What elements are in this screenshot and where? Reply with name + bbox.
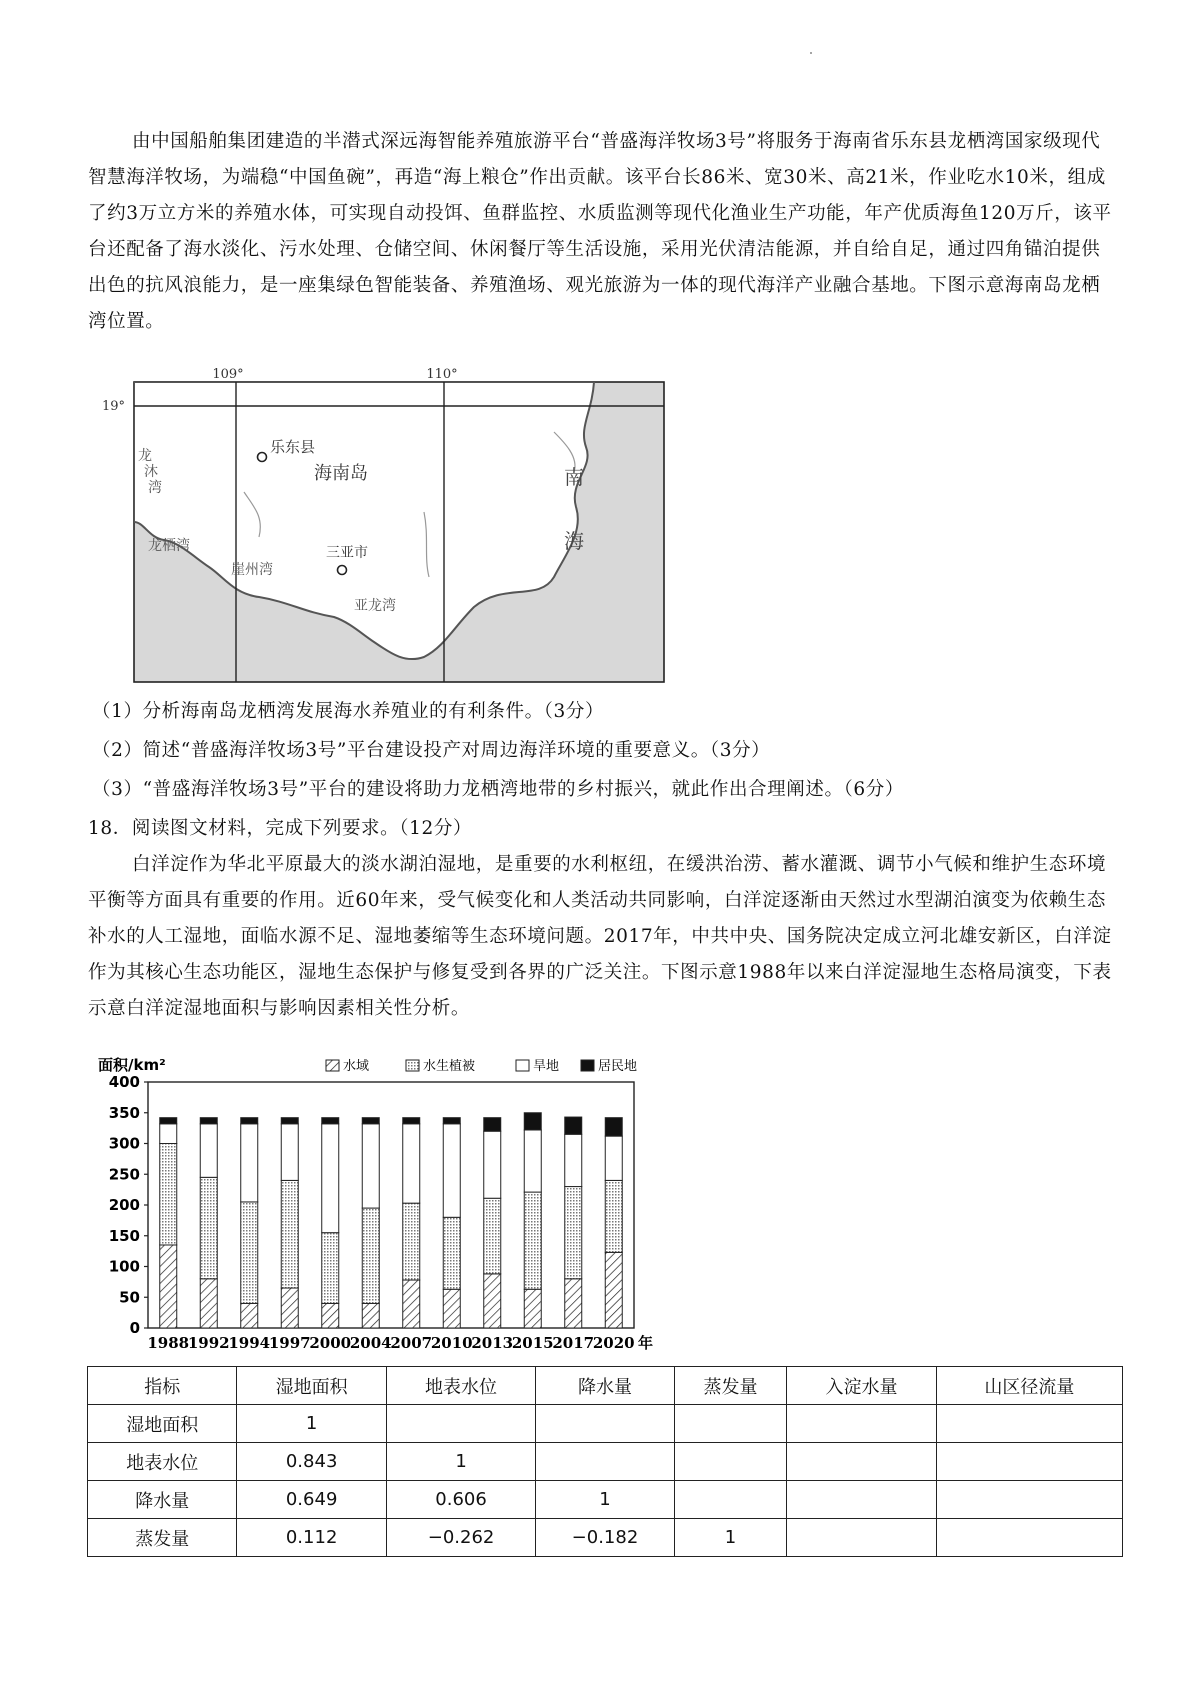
yalong-label: 亚龙湾 <box>354 598 396 614</box>
table-cell: 1 <box>237 1405 386 1443</box>
bar-segment-水生植被-2007 <box>403 1203 420 1280</box>
bar-segment-居民地-2000 <box>322 1118 339 1124</box>
bar-segment-居民地-2020 <box>605 1118 622 1136</box>
bar-segment-居民地-2013 <box>484 1118 501 1132</box>
sea-label-2: 海 <box>564 529 584 553</box>
table-cell <box>936 1481 1122 1519</box>
bar-segment-旱地-1997 <box>281 1124 298 1181</box>
x-tick-label: 2004 <box>349 1334 392 1352</box>
bar-segment-水生植被-2000 <box>322 1233 339 1304</box>
table-header: 降水量 <box>536 1367 674 1405</box>
bar-segment-旱地-2000 <box>322 1124 339 1233</box>
x-tick-label: 2017 <box>552 1334 595 1352</box>
x-tick-label: 1988 <box>147 1334 190 1352</box>
table-cell <box>936 1443 1122 1481</box>
y-tick-label: 250 <box>108 1165 140 1184</box>
legend-swatch <box>516 1060 529 1071</box>
bar-segment-水生植被-1997 <box>281 1180 298 1288</box>
x-tick-label: 2000 <box>309 1334 352 1352</box>
x-tick-label: 1994 <box>228 1334 271 1352</box>
table-cell <box>787 1443 936 1481</box>
table-cell <box>787 1481 936 1519</box>
legend-swatch <box>581 1060 594 1071</box>
bar-segment-水域-1994 <box>241 1303 258 1328</box>
bar-segment-水域-2007 <box>403 1280 420 1328</box>
bar-segment-水生植被-2017 <box>565 1187 582 1279</box>
table-cell <box>386 1405 535 1443</box>
legend-swatch <box>326 1060 339 1071</box>
bar-segment-旱地-1994 <box>241 1124 258 1202</box>
y-tick-label: 200 <box>108 1196 140 1214</box>
y-tick-label: 400 <box>108 1073 140 1091</box>
table-row <box>88 1443 1123 1481</box>
table-cell: 0.843 <box>237 1443 386 1481</box>
table-header-row <box>88 1367 1123 1405</box>
table-header: 湿地面积 <box>237 1367 386 1405</box>
table-header: 山区径流量 <box>936 1367 1122 1405</box>
x-tick-label: 2010 <box>430 1334 473 1352</box>
table-cell: 0.112 <box>237 1519 386 1557</box>
legend-label: 旱地 <box>533 1059 560 1074</box>
y-tick-label: 100 <box>108 1257 140 1276</box>
x-tick-label: 2015 <box>511 1334 554 1352</box>
bar-segment-水域-2004 <box>362 1303 379 1328</box>
chart-ylabel: 面积/km² <box>98 1056 166 1074</box>
bar-segment-水域-2015 <box>524 1289 541 1328</box>
island-label: 海南岛 <box>314 463 368 484</box>
table-header: 指标 <box>88 1367 237 1405</box>
table-row <box>88 1481 1123 1519</box>
table-cell: −0.182 <box>536 1519 674 1557</box>
y-tick-label: 0 <box>129 1319 140 1337</box>
bar-segment-水域-1992 <box>200 1279 217 1328</box>
ledong-marker <box>258 453 267 462</box>
bar-segment-水生植被-1994 <box>241 1202 258 1303</box>
bar-segment-水生植被-2020 <box>605 1180 622 1252</box>
bar-segment-居民地-1988 <box>160 1118 177 1124</box>
question-18: 18．阅读图文材料，完成下列要求。（12分） <box>88 818 473 839</box>
bar-segment-旱地-2020 <box>605 1136 622 1180</box>
bar-segment-水生植被-1988 <box>160 1144 177 1245</box>
question-1: （1）分析海南岛龙栖湾发展海水养殖业的有利条件。（3分） <box>92 701 605 722</box>
bar-segment-旱地-2015 <box>524 1130 541 1192</box>
table-cell: 1 <box>536 1481 674 1519</box>
longmo-label-3: 湾 <box>148 480 162 496</box>
table-cell <box>536 1405 674 1443</box>
bar-segment-水生植被-2015 <box>524 1192 541 1289</box>
table-cell <box>674 1481 787 1519</box>
bar-segment-水域-2020 <box>605 1252 622 1328</box>
bar-segment-水生植被-1992 <box>200 1177 217 1278</box>
bar-segment-旱地-2004 <box>362 1124 379 1208</box>
table-header: 地表水位 <box>386 1367 535 1405</box>
x-tick-label: 2013 <box>471 1334 514 1352</box>
plot-frame <box>148 1082 634 1328</box>
chart-legend <box>326 1058 637 1074</box>
table-cell: 1 <box>674 1519 787 1557</box>
question-2: （2）简述“普盛海洋牧场3号”平台建设投产对周边海洋环境的重要意义。（3分） <box>92 740 771 761</box>
bar-segment-旱地-2017 <box>565 1134 582 1186</box>
y-tick-label: 350 <box>108 1103 140 1122</box>
bar-segment-居民地-2017 <box>565 1117 582 1134</box>
y-tick-label: 50 <box>119 1288 140 1307</box>
bar-segment-居民地-1997 <box>281 1118 298 1124</box>
table-header: 入淀水量 <box>787 1367 936 1405</box>
bar-segment-居民地-2015 <box>524 1113 541 1130</box>
sanya-label: 三亚市 <box>326 545 368 561</box>
x-tick-label: 2007 <box>390 1334 433 1352</box>
yazhou-label: 崖州湾 <box>231 562 273 578</box>
bar-segment-居民地-1992 <box>200 1118 217 1124</box>
intro-paragraph: 由中国船舶集团建造的半潜式深远海智能养殖旅游平台“普盛海洋牧场3号”将服务于海南省乐东县龙栖湾国家级现代智慧海洋牧场，为端稳“中国鱼碗”，再造“海上粮仓”作出贡献。该平台长86米、宽30米、高21米，作业吃水10米，组成了约3万立方米的养殖水体，可实现自动投饵、鱼群监控、水质监测等现代化渔业生产功能，年产优质海鱼120万斤，该平台还配备了海水淡化、污水处理、仓储空间、休闲餐厅等生活设施，采用光伏清洁能源，并自给自足，通过四角锚泊提供出色的抗风浪能力，是一座集绿色智能装备、养殖渔场、观光旅游为一体的现代海洋产业融合基地。下图示意海南岛龙栖湾位置。 <box>88 131 1112 332</box>
table-cell: −0.262 <box>386 1519 535 1557</box>
bar-segment-水域-2017 <box>565 1279 582 1328</box>
bar-segment-水域-2000 <box>322 1303 339 1328</box>
table-cell <box>674 1405 787 1443</box>
legend-swatch <box>406 1060 419 1071</box>
bar-segment-旱地-1992 <box>200 1124 217 1178</box>
table-cell <box>674 1443 787 1481</box>
ledong-label: 乐东县 <box>270 438 316 456</box>
legend-label: 水域 <box>343 1059 370 1074</box>
lon-110-label: 110° <box>426 367 458 382</box>
bar-segment-水生植被-2010 <box>443 1217 460 1289</box>
x-tick-label: 1997 <box>268 1334 311 1352</box>
bar-segment-水域-2010 <box>443 1289 460 1328</box>
x-tick-label: 1992 <box>187 1334 230 1352</box>
bar-segment-水生植被-2004 <box>362 1208 379 1303</box>
bar-segment-居民地-2007 <box>403 1118 420 1124</box>
material-18-paragraph: 白洋淀作为华北平原最大的淡水湖泊湿地，是重要的水利枢纽，在缓洪治涝、蓄水灌溉、调节小气候和维护生态环境平衡等方面具有重要的作用。近60年来，受气候变化和人类活动共同影响，白洋淀逐渐由天然过水型湖泊演变为依赖生态补水的人工湿地，面临水源不足、湿地萎缩等生态环境问题。2017年，中共中央、国务院决定成立河北雄安新区，白洋淀作为其核心生态功能区，湿地生态保护与修复受到各界的广泛关注。下图示意1988年以来白洋淀湿地生态格局演变，下表示意白洋淀湿地面积与影响因素相关性分析。 <box>88 854 1112 1019</box>
table-cell: 湿地面积 <box>88 1405 237 1443</box>
bar-segment-旱地-2007 <box>403 1124 420 1203</box>
x-tick-label: 2020 <box>592 1334 635 1352</box>
table-row <box>88 1519 1123 1557</box>
scan-dot <box>810 52 812 54</box>
table-cell: 降水量 <box>88 1481 237 1519</box>
x-unit-label: 年 <box>638 1334 654 1352</box>
question-3: （3）“普盛海洋牧场3号”平台的建设将助力龙栖湾地带的乡村振兴，就此作出合理阐述。（6分） <box>92 779 904 800</box>
lon-109-label: 109° <box>212 367 244 382</box>
bar-segment-旱地-2013 <box>484 1131 501 1198</box>
lat-19-label: 19° <box>102 399 126 414</box>
wetland-bar-chart <box>96 1050 716 1370</box>
sanya-marker <box>338 566 347 575</box>
table-cell: 蒸发量 <box>88 1519 237 1557</box>
table-cell <box>936 1405 1122 1443</box>
bar-segment-旱地-2010 <box>443 1124 460 1217</box>
y-tick-label: 150 <box>108 1226 140 1245</box>
table-row <box>88 1405 1123 1443</box>
correlation-table <box>87 1366 1123 1557</box>
legend-label: 水生植被 <box>423 1059 476 1074</box>
table-cell: 地表水位 <box>88 1443 237 1481</box>
bar-segment-居民地-2010 <box>443 1118 460 1124</box>
bar-segment-水域-1997 <box>281 1288 298 1328</box>
table-header: 蒸发量 <box>674 1367 787 1405</box>
bar-segment-居民地-2004 <box>362 1118 379 1124</box>
table-cell <box>936 1519 1122 1557</box>
table-cell: 0.649 <box>237 1481 386 1519</box>
bar-segment-水域-1988 <box>160 1245 177 1328</box>
sea-label-1: 南 <box>564 465 584 489</box>
y-tick-label: 300 <box>108 1134 140 1153</box>
chart-x-axis <box>147 1334 653 1352</box>
table-cell: 1 <box>386 1443 535 1481</box>
legend-label: 居民地 <box>598 1059 638 1074</box>
table-cell: 0.606 <box>386 1481 535 1519</box>
table-cell <box>787 1519 936 1557</box>
table-cell <box>787 1405 936 1443</box>
bar-segment-水生植被-2013 <box>484 1198 501 1274</box>
longmo-label-2: 沐 <box>144 464 158 480</box>
chart-bars <box>160 1113 623 1328</box>
table-cell <box>536 1443 674 1481</box>
bar-segment-居民地-1994 <box>241 1118 258 1124</box>
bar-segment-水域-2013 <box>484 1274 501 1328</box>
longqi-label: 龙栖湾 <box>148 538 190 554</box>
hainan-map <box>102 367 684 692</box>
bar-segment-旱地-1988 <box>160 1124 177 1144</box>
longmo-label-1: 龙 <box>138 448 152 464</box>
